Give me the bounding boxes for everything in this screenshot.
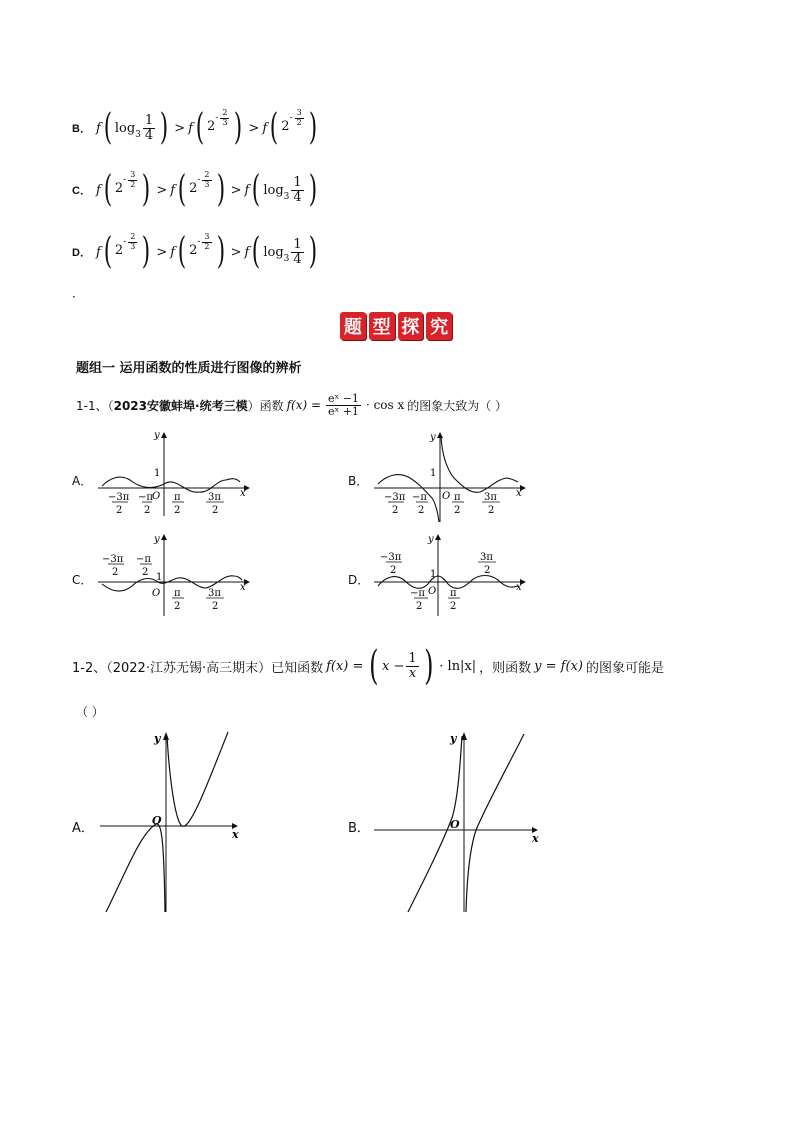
choice-label-a[interactable]: A．: [72, 474, 93, 488]
function-curve: [466, 734, 524, 912]
function-curve: [102, 576, 242, 591]
f-symbol: f: [262, 120, 268, 136]
paren: (: [269, 107, 279, 148]
q-suffix: ，则函数: [479, 660, 532, 676]
tick-label: 2: [418, 505, 425, 516]
tick-label: 2: [174, 505, 181, 516]
fraction: $\frac{1}{4}$: [144, 112, 154, 143]
paren: (: [369, 643, 379, 689]
x-label: x: [232, 828, 239, 841]
origin-label: O: [442, 491, 451, 502]
origin-label: O: [152, 491, 161, 502]
f-symbol: f: [170, 182, 176, 198]
tick-label: 1: [156, 572, 163, 583]
dot-mark: ．: [72, 286, 85, 300]
tick-label: 3π: [208, 588, 221, 599]
choice-label-b[interactable]: B．: [348, 474, 369, 488]
f-symbol: f: [170, 244, 176, 260]
x-label: x: [516, 582, 522, 593]
y-label: y: [450, 732, 457, 745]
function-curve: [102, 477, 240, 492]
paren: (: [252, 169, 261, 210]
tick-label: 2: [174, 601, 181, 612]
x-term: x −: [382, 658, 405, 674]
y-axis-arrow: [161, 534, 167, 540]
tick-label: −3π: [384, 492, 406, 503]
tick-label: −π: [138, 492, 153, 503]
tick-label: 2: [142, 567, 149, 578]
tick-label: 3π: [484, 492, 497, 503]
tick-label: −3π: [380, 552, 402, 563]
fraction: $\frac{1}{4}$: [293, 236, 302, 267]
choice-label-a[interactable]: A．: [72, 821, 94, 836]
y-axis-arrow: [437, 432, 443, 438]
graph-1-1-c[interactable]: [94, 530, 254, 620]
origin-label: O: [450, 818, 460, 831]
f-symbol: f: [96, 182, 101, 198]
graph-1-2-b[interactable]: [370, 726, 550, 916]
paren: ): [308, 231, 317, 272]
tick-label: 1: [430, 569, 437, 580]
tick-label: 2: [484, 565, 491, 576]
option-letter: D．: [72, 247, 91, 259]
gt-sign: >: [230, 182, 242, 198]
y-label: y: [430, 432, 436, 443]
tick-label: −π: [410, 588, 425, 599]
power-term: 2 - $\frac{2}{3}$: [189, 170, 210, 197]
tick-label: 1: [154, 468, 161, 479]
function-curve: [106, 824, 165, 912]
graph-1-2-a[interactable]: [96, 726, 256, 916]
function-name: f(x) =: [326, 658, 364, 674]
tick-label: 3π: [480, 552, 493, 563]
y-label: y: [154, 732, 161, 745]
section-title: 题组一 运用函数的性质进行图像的辨析: [76, 361, 302, 376]
paren: ): [142, 231, 151, 272]
x-label: x: [240, 488, 246, 499]
graph-1-1-d[interactable]: [370, 530, 530, 620]
tick-label: 2: [454, 505, 461, 516]
paren: ): [308, 107, 317, 148]
paren: (: [103, 231, 113, 272]
paren: (: [252, 231, 261, 272]
tick-label: 2: [144, 505, 151, 516]
x-label: x: [240, 582, 246, 593]
ln-term: · ln|x|: [439, 658, 477, 674]
power-term: 2 - $\frac{3}{2}$: [114, 170, 136, 197]
choice-label-b[interactable]: B．: [348, 821, 370, 836]
q-mid: ）函数: [247, 398, 284, 413]
f-symbol: f: [244, 182, 250, 198]
answer-parens: （ ）: [76, 705, 104, 719]
question-1-1: [76, 392, 507, 418]
x-label: x: [532, 832, 539, 845]
graph-1-1-a[interactable]: [94, 428, 254, 520]
origin-label: O: [152, 814, 162, 827]
option-d[interactable]: [72, 232, 320, 272]
q-suffix-2: 的图象可能是: [585, 660, 664, 676]
power-term: 2 - $\frac{2}{3}$: [114, 232, 136, 259]
banner-char: 探: [398, 312, 424, 340]
tick-label: −3π: [108, 492, 130, 503]
tick-label: −π: [412, 492, 427, 503]
function-curve: [441, 436, 518, 492]
fraction: $\frac{1}{x}$: [408, 650, 417, 681]
gt-sign: >: [230, 244, 242, 260]
f-symbol: f: [96, 120, 101, 136]
paren: (: [177, 231, 187, 272]
tick-label: −3π: [102, 554, 124, 565]
tick-label: 2: [390, 565, 397, 576]
paren: ): [216, 231, 225, 272]
q-source: 2023安徽蚌埠·统考三模: [113, 398, 248, 413]
fraction: $\frac{\text{eˣ −1}}{\text{eˣ +1}}$: [328, 391, 359, 418]
log-term: $\log_3$: [114, 120, 141, 140]
power-term: 2 - $\frac{2}{3}$: [207, 108, 228, 135]
y-label: y: [428, 534, 434, 545]
function-curve: [167, 732, 228, 826]
tick-label: 2: [112, 567, 119, 578]
gt-sign: >: [248, 120, 260, 136]
paren: (: [103, 107, 113, 148]
q-prefix: 1-1、（: [76, 398, 114, 413]
power-term: 2 - $\frac{3}{2}$: [189, 232, 210, 259]
tick-label: 1: [430, 468, 437, 479]
q-suffix: 的图象大致为（ ）: [407, 398, 508, 413]
gt-sign: >: [174, 120, 186, 136]
tick-label: 2: [416, 601, 423, 612]
banner-char: 型: [369, 312, 395, 340]
tick-label: π: [174, 588, 181, 599]
option-b[interactable]: [72, 108, 320, 148]
paren: (: [177, 169, 187, 210]
graph-1-1-b[interactable]: [370, 428, 530, 526]
cos-term: · cos x: [365, 398, 405, 412]
q-prefix: 1-2、（2022·江苏无锡·高三期末）已知函数: [72, 660, 324, 676]
tick-label: 2: [212, 505, 219, 516]
tick-label: 2: [392, 505, 399, 516]
log-term: $\log_3$: [263, 244, 290, 264]
log-term: $\log_3$: [263, 182, 290, 202]
y-axis-arrow: [161, 432, 167, 438]
tick-label: 3π: [208, 492, 221, 503]
y-equals-fx: y = f(x): [534, 658, 583, 674]
section-banner: [340, 312, 452, 342]
option-c[interactable]: [72, 170, 320, 210]
f-symbol: f: [96, 244, 101, 260]
x-label: x: [516, 488, 522, 499]
origin-label: O: [428, 586, 437, 597]
question-1-2: [72, 643, 664, 689]
tick-label: 2: [450, 601, 457, 612]
tick-label: −π: [136, 554, 151, 565]
paren: (: [195, 107, 205, 148]
banner-char: 题: [340, 312, 366, 340]
paren: (: [103, 169, 113, 210]
tick-label: π: [174, 492, 181, 503]
fraction: $\frac{1}{4}$: [293, 174, 302, 205]
choice-label-d[interactable]: D．: [348, 573, 370, 587]
origin-label: O: [152, 588, 161, 599]
f-symbol: f: [188, 120, 193, 136]
option-letter: C．: [72, 185, 91, 197]
tick-label: π: [454, 492, 461, 503]
power-term: 2 - $\frac{3}{2}$: [281, 108, 302, 135]
y-axis-arrow: [435, 534, 441, 540]
paren: ): [159, 107, 169, 148]
tick-label: 2: [488, 505, 495, 516]
tick-label: 2: [212, 601, 219, 612]
gt-sign: >: [156, 244, 168, 260]
y-label: y: [154, 430, 160, 441]
tick-label: 2: [116, 505, 123, 516]
tick-label: π: [450, 588, 457, 599]
function-name: f(x) =: [286, 398, 322, 412]
y-axis-arrow: [163, 732, 169, 740]
f-symbol: f: [244, 244, 250, 260]
paren: ): [234, 107, 243, 148]
y-label: y: [154, 534, 160, 545]
paren: ): [308, 169, 317, 210]
option-letter: B．: [72, 123, 91, 135]
paren: ): [423, 643, 434, 689]
banner-char: 究: [426, 312, 452, 340]
paren: ): [216, 169, 225, 210]
paren: ): [142, 169, 151, 210]
gt-sign: >: [156, 182, 168, 198]
choice-label-c[interactable]: C．: [72, 573, 93, 587]
